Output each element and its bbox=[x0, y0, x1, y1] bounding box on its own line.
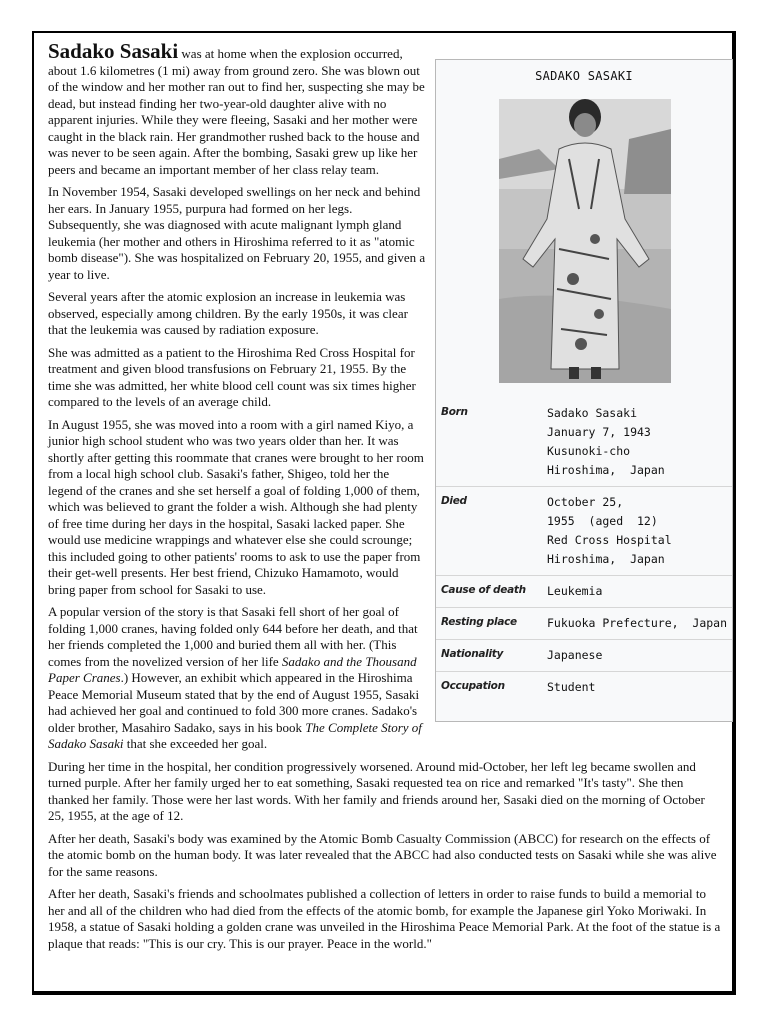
infobox-row-resting bbox=[436, 607, 732, 639]
subject-name: Sadako Sasaki bbox=[48, 39, 179, 63]
paragraph-4: She was admitted as a patient to the Hiroshima Red Cross Hospital for treatment and given blood transfusions on February 21, 1955. By the time she was admitted, her white blood cell count was six times higher compared to the levels of an average child. bbox=[48, 344, 416, 409]
born-label: Born bbox=[441, 406, 468, 418]
paragraph-6-text-a: A popular version of the story is that Sasaki fell short of her goal of folding 1,000 cranes, having folded only 644 before her death, and that her friends completed the 1,000 and buried them all with her. (This comes from the novelized version of her life bbox=[48, 604, 418, 669]
nationality-text: Japanese bbox=[547, 648, 603, 662]
book-title-1: Sadako and the Thousand Paper Cranes bbox=[48, 653, 417, 685]
infobox bbox=[435, 59, 733, 722]
nationality-label: Nationality bbox=[441, 648, 504, 660]
born-date: January 7, 1943 bbox=[547, 425, 651, 439]
occupation-label: Occupation bbox=[441, 680, 505, 692]
died-label: Died bbox=[441, 495, 467, 507]
article-body bbox=[48, 39, 728, 958]
portrait-photo bbox=[499, 99, 671, 383]
occupation-value bbox=[547, 678, 732, 697]
resting-text: Fukuoka Prefecture, Japan bbox=[547, 616, 728, 630]
born-place: Kusunoki-cho bbox=[547, 444, 631, 458]
infobox-row-nationality bbox=[436, 639, 732, 671]
nationality-value bbox=[547, 646, 732, 665]
died-city: Hiroshima, Japan bbox=[547, 552, 665, 566]
paragraph-3: Several years after the atomic explosion an increase in leukemia was observed, especially among children. By the early 1950s, it was clear that the leukemia was caused by radiation exposure. bbox=[48, 289, 408, 337]
infobox-title: SADAKO SASAKI bbox=[535, 69, 633, 83]
resting-value bbox=[547, 614, 732, 633]
paragraph-7: During her time in the hospital, her condition progressively worsened. Around mid-October, her left leg became swollen and turned purple. After her family urged her to eat something, Sasaki requested tea on rice and remarked "It's tasty". She then thanked her family. Those were her last words. With her family and friends around her, Sasaki died on the morning of October 25, 1955, at the age of 12. bbox=[48, 758, 705, 823]
died-year-age: 1955 (aged 12) bbox=[547, 514, 658, 528]
infobox-row-died bbox=[436, 486, 732, 575]
born-value bbox=[547, 404, 732, 480]
infobox-row-cause bbox=[436, 575, 732, 607]
infobox-rows bbox=[436, 398, 732, 703]
paragraph-2: In November 1954, Sasaki developed swellings on her neck and behind her ears. In January 1955, purpura had formed on her legs. Subsequently, she was diagnosed with acute malignant lymph gland leukemia (her mother and others in Hiroshima referred to it as "atomic bomb disease"). She was hospitalized on February 20, 1955, and given a year to live. bbox=[48, 184, 426, 282]
paragraph-6-text-c: that she exceeded her goal. bbox=[123, 736, 268, 751]
cause-label: Cause of death bbox=[441, 584, 526, 596]
died-place: Red Cross Hospital bbox=[547, 533, 672, 547]
died-value bbox=[547, 493, 732, 569]
cause-text: Leukemia bbox=[547, 584, 603, 598]
page-frame bbox=[32, 31, 736, 995]
paragraph-1-text: was at home when the explosion occurred, about 1.6 kilometres (1 mi) away from ground zero. She was blown out of the window and her mother ran out to find her, suspecting she may be dead, but instead finding her two-year-old daughter alive with no apparent injuries. While they were fleeing, Sasaki and her mother were caught in the black rain. Her grandmother rushed back to the house and was never to be seen again. After the bombing, Sasaki grew up like her peers and became an important member of her class relay team. bbox=[48, 46, 425, 177]
occupation-text: Student bbox=[547, 680, 596, 694]
infobox-row-occupation bbox=[436, 671, 732, 703]
died-date: October 25, bbox=[547, 495, 624, 509]
paragraph-8: After her death, Sasaki's body was examined by the Atomic Bomb Casualty Commission (ABCC) for research on the effects of the atomic bomb on the human body. It was later revealed that the ABCC had also conducted tests on Sasaki while she was alive for the same reasons. bbox=[48, 830, 717, 879]
paragraph-5: In August 1955, she was moved into a room with a girl named Kiyo, a junior high school student who was two years older than her. It was shortly after getting this roommate that cranes were brought to her room from a local high school club. Sasaki's father, Shigeo, told her the legend of the cranes and she set herself a goal of folding 1,000 of them, which was believed to grant the folder a wish. Although she had plenty of free time during her days in the hospital, Sasaki lacked paper. She would use medicine wrappings and whatever else she could scrounge; this included going to other patients' rooms to ask to use the paper from their get-well presents. Her best friend, Chizuko Hamamoto, would bring paper from school for Sasaki to use. bbox=[48, 416, 424, 597]
infobox-row-born bbox=[436, 398, 732, 486]
book-title-2: The Complete Story of Sadako Sasaki bbox=[48, 719, 422, 751]
born-city: Hiroshima, Japan bbox=[547, 463, 665, 477]
paragraph-6-text-b: .) However, an exhibit which appeared in the Hiroshima Peace Memorial Museum stated that by the end of August 1955, Sasaki had achieved her goal and continued to fold 300 more cranes. Sadako's older brother, Masahiro Sadako, says in his book bbox=[48, 670, 420, 735]
born-name: Sadako Sasaki bbox=[547, 406, 638, 420]
cause-value bbox=[547, 582, 732, 601]
paragraph-9: After her death, Sasaki's friends and schoolmates published a collection of letters in order to raise funds to build a memorial to her and all of the children who had died from the effects of the atomic bomb, for example the Japanese girl Yoko Moriwaki. In 1958, a statue of Sasaki holding a golden crane was unveiled in the Hiroshima Peace Memorial Park. At the foot of the statue is a plaque that reads: "This is our cry. This is our prayer. Peace in the world." bbox=[48, 886, 721, 951]
resting-label: Resting place bbox=[441, 616, 517, 628]
